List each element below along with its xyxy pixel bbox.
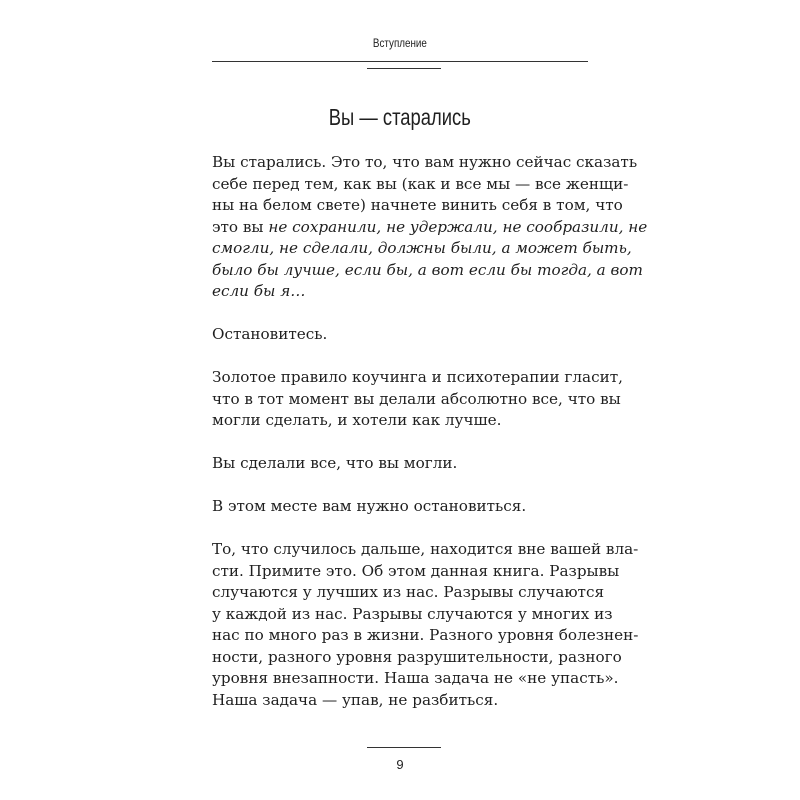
text-line xyxy=(212,324,588,346)
text-line xyxy=(212,174,629,196)
paragraph xyxy=(212,324,588,346)
text-line xyxy=(212,582,605,604)
text-run: случаются у лучших из нас. Разрывы случаются xyxy=(212,583,605,601)
text-run: нас по много раз в жизни. Разного уровня болезнен- xyxy=(212,626,639,644)
text-line xyxy=(212,561,620,583)
running-head-text: Вступление xyxy=(373,36,427,50)
text-run: что в тот момент вы делали абсолютно все, что вы xyxy=(212,389,621,408)
text-line xyxy=(212,539,639,561)
text-line xyxy=(212,152,638,174)
text-line xyxy=(212,281,588,303)
text-run: Вы старались. Это то, что вам нужно сейчас сказать xyxy=(212,153,638,171)
running-head xyxy=(0,36,800,50)
text-run: В этом месте вам нужно остановиться. xyxy=(212,497,527,515)
text-run: ны на белом свете) начнете винить себя в том, что xyxy=(212,196,623,214)
text-run: Остановитесь. xyxy=(212,325,328,343)
paragraph xyxy=(212,496,588,518)
text-run: себе перед тем, как вы (как и все мы — все женщи- xyxy=(212,174,629,193)
text-line xyxy=(212,625,639,647)
chapter-title-text: Вы — старались xyxy=(328,104,472,130)
text-line xyxy=(212,690,588,712)
text-run: Наша задача — упав, не разбиться. xyxy=(212,690,499,709)
paragraph xyxy=(212,453,588,475)
text-run: ности, разного уровня разрушительности, разного xyxy=(212,647,622,666)
text-line xyxy=(212,647,622,669)
text-run: Золотое правило коучинга и психотерапии гласит, xyxy=(212,368,623,386)
text-line xyxy=(212,604,613,626)
page-number: 9 xyxy=(396,757,404,772)
text-line xyxy=(212,496,588,518)
text-line xyxy=(212,195,623,217)
paragraph xyxy=(212,152,648,303)
paragraph xyxy=(212,367,623,432)
italic-text: если бы я… xyxy=(212,282,306,300)
text-run: это вы xyxy=(212,217,269,236)
text-run: Вы сделали все, что вы могли. xyxy=(212,454,458,472)
text-line xyxy=(212,367,623,389)
text-line xyxy=(212,668,619,690)
text-run: То, что случилось дальше, находится вне вашей вла- xyxy=(212,540,639,558)
italic-text: не сохранили, не удержали, не сообразили, не xyxy=(268,217,648,236)
italic-text: было бы лучше, если бы, а вот если бы тогда, а вот xyxy=(212,260,643,279)
header-rule xyxy=(212,61,588,62)
chapter-title xyxy=(0,104,800,131)
text-line xyxy=(212,238,632,260)
text-line xyxy=(212,217,648,239)
text-run: могли сделать, и хотели как лучше. xyxy=(212,411,502,429)
text-line xyxy=(212,389,621,411)
footer-short-rule xyxy=(367,747,441,748)
text-line xyxy=(212,410,588,432)
text-run: уровня внезапности. Наша задача не «не упасть». xyxy=(212,669,619,687)
paragraph xyxy=(212,539,639,711)
text-line xyxy=(212,453,588,475)
text-run: у каждой из нас. Разрывы случаются у многих из xyxy=(212,604,613,623)
italic-text: смогли, не сделали, должны были, а может быть, xyxy=(212,239,632,257)
header-short-rule xyxy=(367,68,441,69)
text-run: сти. Примите это. Об этом данная книга. Разрывы xyxy=(212,561,620,580)
text-line xyxy=(212,260,643,282)
